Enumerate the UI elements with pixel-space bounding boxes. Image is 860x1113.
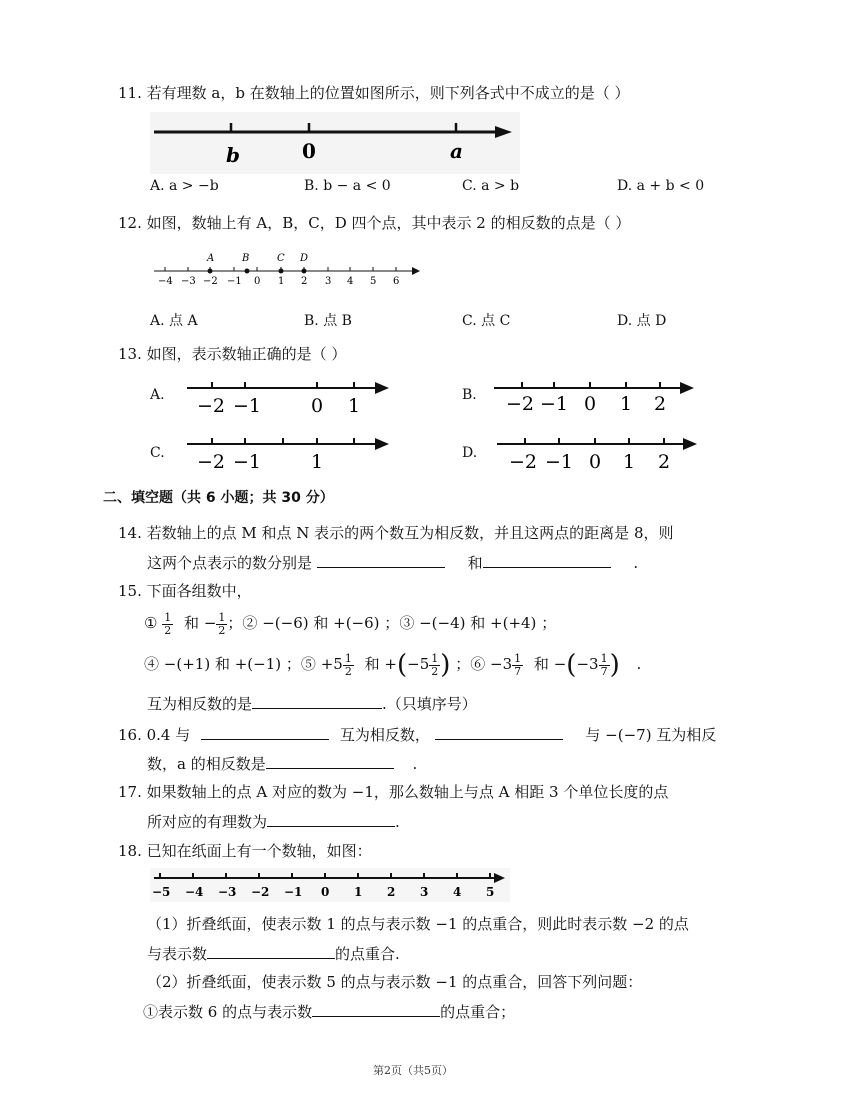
q13-option-c[interactable]: C.: [150, 445, 165, 461]
q11-number-line: [150, 112, 520, 174]
q13-option-b[interactable]: B.: [462, 387, 477, 403]
q12-option-a[interactable]: A. 点 A: [150, 313, 198, 329]
q11-label-a: a: [450, 139, 463, 163]
q13-axis-d: [495, 432, 700, 474]
q16-line1: 16. 0.4 与 互为相反数， 与 −(−7) 互为相反: [118, 723, 716, 745]
svg-text:−2: −2: [197, 451, 226, 473]
q18-blank-2[interactable]: [312, 1000, 440, 1017]
q12-point-c: C: [277, 253, 285, 264]
q13-axis-b: [492, 378, 697, 418]
svg-text:−4: −4: [185, 885, 204, 899]
q11-option-b[interactable]: B. b − a < 0: [304, 178, 391, 194]
svg-text:0: 0: [321, 885, 330, 899]
q11-option-a[interactable]: A. a > −b: [150, 178, 219, 194]
q13-option-d[interactable]: D.: [462, 445, 478, 461]
svg-text:6: 6: [393, 276, 400, 287]
svg-text:1: 1: [354, 885, 363, 899]
svg-text:0: 0: [584, 393, 597, 415]
svg-text:2: 2: [658, 451, 671, 473]
q11-stem: 11. 若有理数 a，b 在数轴上的位置如图所示，则下列各式中不成立的是（ ）: [118, 84, 630, 102]
svg-text:0: 0: [311, 395, 324, 417]
q12-option-d[interactable]: D. 点 D: [617, 313, 667, 329]
svg-text:−1: −1: [233, 395, 262, 417]
svg-text:−1: −1: [545, 451, 574, 473]
q12-option-b[interactable]: B. 点 B: [304, 313, 352, 329]
svg-text:−1: −1: [540, 393, 569, 415]
q11-label-0: 0: [302, 139, 316, 163]
svg-text:−2: −2: [251, 885, 270, 899]
svg-text:−1: −1: [227, 276, 242, 287]
q17-line2: 所对应的有理数为 .: [147, 810, 400, 832]
q12-number-line: [150, 248, 425, 290]
q17-blank[interactable]: [267, 810, 395, 827]
svg-text:5: 5: [370, 276, 377, 287]
svg-text:−2: −2: [197, 395, 226, 417]
q12-stem: 12. 如图，数轴上有 A，B，C，D 四个点，其中表示 2 的相反数的点是（ ）: [118, 214, 631, 232]
svg-text:5: 5: [486, 885, 495, 899]
q11-option-c[interactable]: C. a > b: [462, 178, 520, 194]
svg-text:1: 1: [311, 451, 324, 473]
svg-text:−2: −2: [509, 451, 538, 473]
section-fill-blank-title: 二、填空题（共 6 小题；共 30 分）: [103, 490, 334, 506]
svg-text:−3: −3: [218, 885, 237, 899]
q12-option-c[interactable]: C. 点 C: [462, 313, 511, 329]
q18-blank-1[interactable]: [207, 942, 335, 959]
svg-text:−1: −1: [233, 451, 262, 473]
svg-text:1: 1: [620, 393, 633, 415]
svg-text:0: 0: [254, 276, 261, 287]
q18-part2: （2）折叠纸面，使表示数 5 的点与表示数 −1 的点重合，回答下列问题：: [147, 973, 643, 991]
svg-text:2: 2: [387, 885, 396, 899]
q16-blank-3[interactable]: [266, 752, 394, 769]
q14-blank-1[interactable]: [317, 551, 445, 568]
q16-line2: 数，a 的相反数是 .: [147, 752, 417, 774]
q18-stem: 18. 已知在纸面上有一个数轴，如图：: [118, 842, 372, 860]
svg-text:0: 0: [589, 451, 602, 473]
q14-blank-2[interactable]: [483, 551, 611, 568]
svg-text:−4: −4: [158, 276, 173, 287]
q12-point-d: D: [300, 253, 309, 264]
q18-part1-line1: （1）折叠纸面，使表示数 1 的点与表示数 −1 的点重合，则此时表示数 −2 的点: [147, 915, 689, 933]
q13-stem: 13. 如图，表示数轴正确的是（ ）: [118, 345, 347, 363]
svg-text:4: 4: [453, 885, 462, 899]
q13-option-a[interactable]: A.: [150, 387, 165, 403]
svg-text:2: 2: [654, 393, 667, 415]
q13-axis-a: [185, 378, 395, 418]
q13-axis-c: [185, 434, 395, 474]
q18-part1-line2: 与表示数 的点重合.: [147, 942, 400, 964]
svg-text:2: 2: [301, 276, 308, 287]
svg-text:3: 3: [325, 276, 332, 287]
q12-point-a: A: [207, 253, 215, 264]
q16-blank-2[interactable]: [435, 723, 563, 740]
svg-text:−3: −3: [181, 276, 196, 287]
q12-point-b: B: [242, 253, 250, 264]
page-footer: 第2页（共5页）: [373, 1064, 453, 1077]
svg-text:1: 1: [278, 276, 285, 287]
svg-text:−1: −1: [284, 885, 303, 899]
svg-text:1: 1: [348, 395, 361, 417]
q17-line1: 17. 如果数轴上的点 A 对应的数为 −1，那么数轴上与点 A 相距 3 个单位长度的点: [118, 783, 669, 801]
q11-label-b: b: [226, 143, 240, 167]
svg-text:1: 1: [623, 451, 636, 473]
q14-line1: 14. 若数轴上的点 M 和点 N 表示的两个数互为相反数，并且这两点的距离是 8，则: [118, 524, 674, 542]
q15-answer: 互为相反数的是 .（只填序号）: [147, 692, 477, 714]
q14-line2: 这两个点表示的数分别是 和 .: [147, 551, 638, 573]
svg-text:−5: −5: [152, 885, 171, 899]
svg-text:−2: −2: [203, 276, 218, 287]
q18-number-line: [150, 868, 510, 902]
svg-text:−2: −2: [506, 393, 535, 415]
q18-part2-item1: ①表示数 6 的点与表示数 的点重合；: [143, 1000, 515, 1022]
q15-line2: ④ −(+1) 和 +(−1) ；⑤ +5 $\frac{1}{2}$ 和 +(−5 $\frac{1}{2}$ ) ；⑥ −3 $\frac{1}{7}$ 和 −(−3 $\frac{1}{7}$ ) .: [144, 650, 642, 680]
svg-text:4: 4: [347, 276, 354, 287]
q15-blank[interactable]: [252, 692, 382, 709]
q11-option-d[interactable]: D. a + b < 0: [617, 178, 705, 194]
q16-blank-1[interactable]: [201, 723, 329, 740]
svg-text:3: 3: [420, 885, 429, 899]
q15-stem: 15. 下面各组数中，: [118, 582, 252, 600]
q15-line1: ① $\frac{1}{2}$ 和 − $\frac{1}{2}$ ；② −(−6) 和 +(−6) ；③ −(−4) 和 +(+4) ；: [144, 610, 557, 637]
